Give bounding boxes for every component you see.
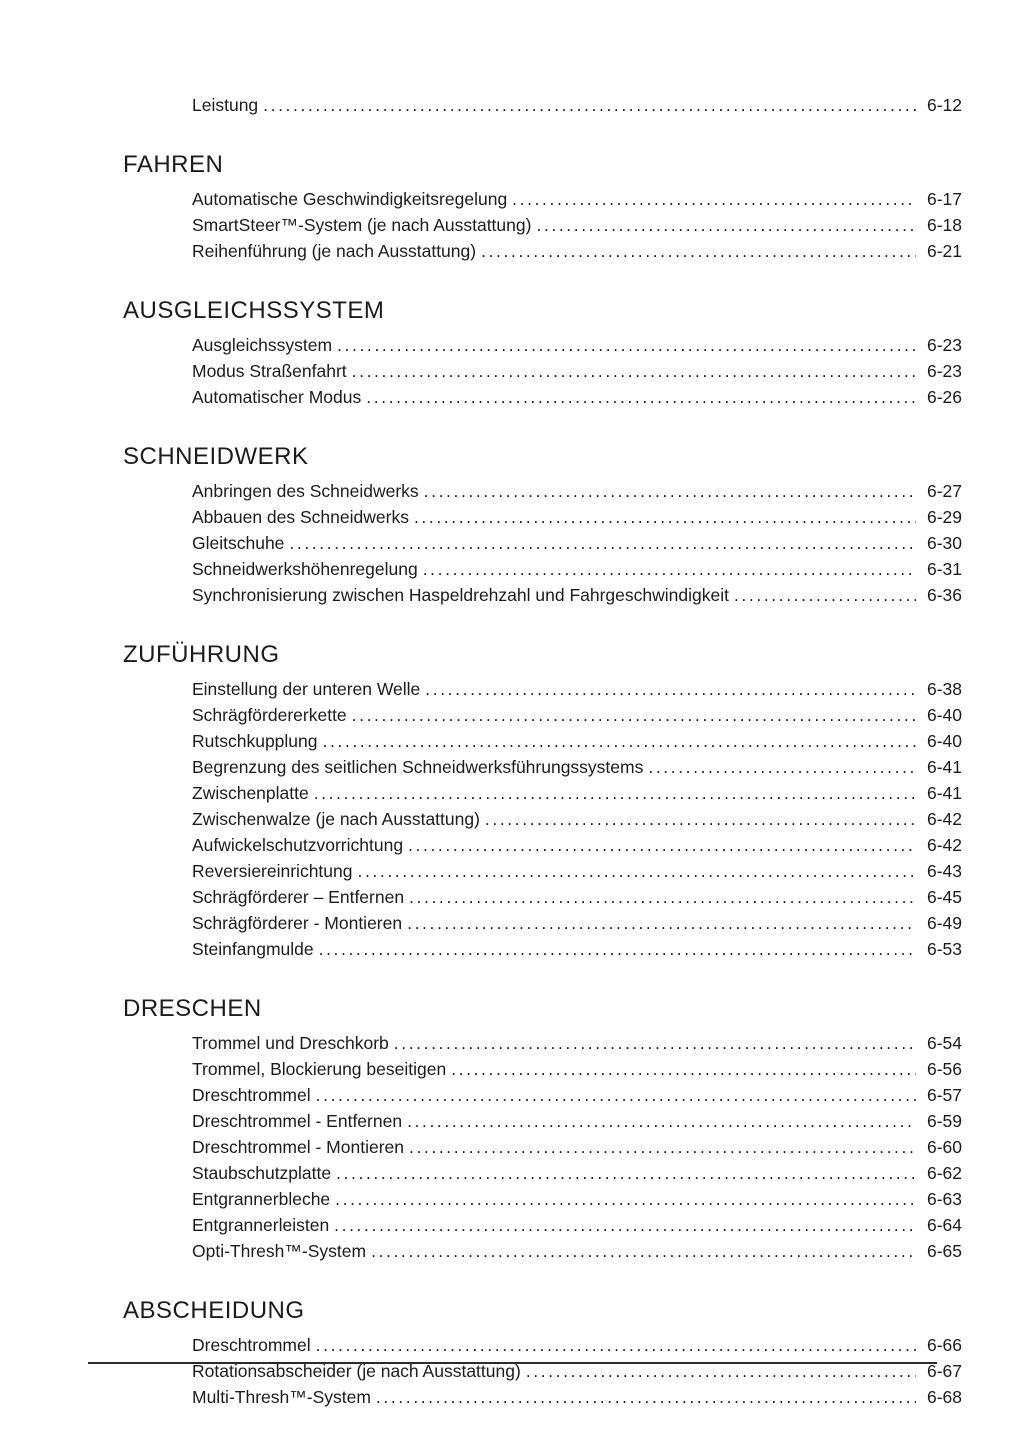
toc-entry — [123, 582, 962, 608]
toc-entry — [123, 1332, 962, 1358]
section-heading: SCHNEIDWERK — [123, 443, 309, 470]
toc-entry — [123, 1108, 962, 1134]
leader-dots — [407, 910, 916, 936]
leader-dots — [536, 212, 916, 238]
toc-entry-label: Zwischenwalze (je nach Ausstattung) — [192, 809, 480, 829]
toc-entry — [123, 1238, 962, 1264]
toc-entry-label: Ausgleichssystem — [192, 335, 333, 355]
toc-entry-page-number: 6-62 — [926, 1163, 962, 1183]
toc-entry-page-number: 6-65 — [926, 1241, 962, 1261]
toc-entry-page-number: 6-12 — [926, 95, 962, 115]
toc-entry-page-number: 6-66 — [926, 1335, 962, 1355]
toc-entry — [123, 1030, 962, 1056]
toc-entry — [123, 1384, 962, 1410]
toc-entry-page-number: 6-26 — [926, 387, 962, 407]
toc-entry — [123, 504, 962, 530]
toc-entry — [123, 702, 962, 728]
toc-entry-label: Trommel und Dreschkorb — [192, 1033, 389, 1053]
leader-dots — [337, 332, 916, 358]
toc-entry-label: Entgrannerleisten — [192, 1215, 330, 1235]
toc-entry-label: Automatischer Modus — [192, 387, 362, 407]
toc-entry-page-number: 6-31 — [926, 559, 962, 579]
toc-entry — [123, 92, 962, 118]
leader-dots — [409, 884, 916, 910]
leader-dots — [314, 780, 916, 806]
toc-entry-page-number: 6-38 — [926, 679, 962, 699]
toc-entry-page-number: 6-67 — [926, 1361, 962, 1381]
toc-entry-page-number: 6-57 — [926, 1085, 962, 1105]
section-heading: ZUFÜHRUNG — [123, 641, 280, 668]
toc-entry-label: Dreschtrommel - Entfernen — [192, 1111, 403, 1131]
toc-entry-page-number: 6-53 — [926, 939, 962, 959]
toc-entry — [123, 910, 962, 936]
toc-entry-label: Opti-Thresh™-System — [192, 1241, 367, 1261]
toc-entry-label: Leistung — [192, 95, 259, 115]
toc-entry — [123, 556, 962, 582]
leader-dots — [352, 702, 916, 728]
leader-dots — [409, 1134, 916, 1160]
leader-dots — [424, 478, 916, 504]
toc-entry — [123, 832, 962, 858]
leader-dots — [408, 832, 916, 858]
toc-entry-label: Zwischenplatte — [192, 783, 309, 803]
toc-entry-page-number: 6-64 — [926, 1215, 962, 1235]
toc-entry-page-number: 6-29 — [926, 507, 962, 527]
toc-entry-label: Modus Straßenfahrt — [192, 361, 347, 381]
toc — [123, 92, 962, 1410]
leader-dots — [648, 754, 916, 780]
toc-entry-page-number: 6-49 — [926, 913, 962, 933]
toc-entry-label: Dreschtrommel - Montieren — [192, 1137, 404, 1157]
toc-entry-page-number: 6-23 — [926, 361, 962, 381]
toc-entry-label: Anbringen des Schneidwerks — [192, 481, 419, 501]
toc-section — [123, 1297, 962, 1410]
toc-entry-page-number: 6-42 — [926, 835, 962, 855]
toc-entry-label: Schrägförderer – Entfernen — [192, 887, 405, 907]
toc-entry-label: Trommel, Blockierung beseitigen — [192, 1059, 447, 1079]
toc-entry-page-number: 6-68 — [926, 1387, 962, 1407]
toc-entry — [123, 780, 962, 806]
toc-entry — [123, 212, 962, 238]
leader-dots — [407, 1108, 916, 1134]
toc-entry — [123, 1160, 962, 1186]
toc-entry-page-number: 6-43 — [926, 861, 962, 881]
toc-entry — [123, 186, 962, 212]
footer-divider — [88, 1362, 937, 1364]
section-heading: ABSCHEIDUNG — [123, 1297, 305, 1324]
toc-entry — [123, 1082, 962, 1108]
leader-dots — [366, 384, 916, 410]
toc-entry-page-number: 6-30 — [926, 533, 962, 553]
toc-entry-page-number: 6-63 — [926, 1189, 962, 1209]
leader-dots — [358, 858, 917, 884]
toc-entry-label: Staubschutzplatte — [192, 1163, 332, 1183]
toc-entry-label: Schrägfördererkette — [192, 705, 347, 725]
toc-entry-page-number: 6-36 — [926, 585, 962, 605]
toc-entry — [123, 238, 962, 264]
toc-entry-label: Rotationsabscheider (je nach Ausstattung) — [192, 1361, 521, 1381]
leader-dots — [425, 676, 916, 702]
toc-entry-label: Rutschkupplung — [192, 731, 318, 751]
leader-dots — [289, 530, 916, 556]
toc-entry-label: Einstellung der unteren Welle — [192, 679, 421, 699]
toc-section — [123, 995, 962, 1264]
toc-entry-page-number: 6-40 — [926, 731, 962, 751]
toc-entry-page-number: 6-41 — [926, 783, 962, 803]
toc-entry-label: Gleitschuhe — [192, 533, 285, 553]
section-heading: AUSGLEICHSSYSTEM — [123, 297, 385, 324]
leader-dots — [334, 1212, 916, 1238]
toc-entry-label: Synchronisierung zwischen Haspeldrehzahl und Fahrgeschwindigkeit — [192, 585, 729, 605]
leader-dots — [371, 1238, 916, 1264]
toc-entry — [123, 858, 962, 884]
toc-entry-label: Automatische Geschwindigkeitsregelung — [192, 189, 508, 209]
toc-entry — [123, 676, 962, 702]
leader-dots — [336, 1160, 916, 1186]
toc-entry — [123, 728, 962, 754]
toc-entry-page-number: 6-42 — [926, 809, 962, 829]
toc-entry-label: Begrenzung des seitlichen Schneidwerksführungssystems — [192, 757, 644, 777]
toc-entry-page-number: 6-60 — [926, 1137, 962, 1157]
leader-dots — [394, 1030, 916, 1056]
toc-entry-label: Abbauen des Schneidwerks — [192, 507, 409, 527]
toc-entry-page-number: 6-59 — [926, 1111, 962, 1131]
toc-entry-page-number: 6-56 — [926, 1059, 962, 1079]
leader-dots — [451, 1056, 916, 1082]
toc-entry-page-number: 6-41 — [926, 757, 962, 777]
toc-entry-page-number: 6-18 — [926, 215, 962, 235]
toc-entry-label: SmartSteer™-System (je nach Ausstattung) — [192, 215, 532, 235]
toc-entry-label: Aufwickelschutzvorrichtung — [192, 835, 404, 855]
leader-dots — [485, 806, 916, 832]
toc-entry-page-number: 6-40 — [926, 705, 962, 725]
leader-dots — [316, 1082, 916, 1108]
leader-dots — [414, 504, 916, 530]
leader-dots — [319, 936, 916, 962]
toc-entry — [123, 1134, 962, 1160]
toc-entry — [123, 884, 962, 910]
leader-dots — [263, 92, 916, 118]
leader-dots — [423, 556, 916, 582]
section-heading: FAHREN — [123, 151, 224, 178]
toc-entry — [123, 384, 962, 410]
toc-section — [123, 297, 962, 410]
leader-dots — [335, 1186, 916, 1212]
toc-entry-page-number: 6-54 — [926, 1033, 962, 1053]
leader-dots — [323, 728, 917, 754]
toc-section — [123, 641, 962, 962]
toc-entry — [123, 1186, 962, 1212]
section-heading: DRESCHEN — [123, 995, 262, 1022]
toc-entry — [123, 478, 962, 504]
leader-dots — [481, 238, 916, 264]
toc-entry — [123, 1212, 962, 1238]
toc-entry-page-number: 6-21 — [926, 241, 962, 261]
toc-entry — [123, 332, 962, 358]
toc-entry-label: Reversiereinrichtung — [192, 861, 353, 881]
toc-entry-page-number: 6-23 — [926, 335, 962, 355]
leader-dots — [316, 1332, 916, 1358]
toc-entry-label: Schneidwerkshöhenregelung — [192, 559, 418, 579]
toc-entry-label: Dreschtrommel — [192, 1085, 311, 1105]
toc-entry — [123, 936, 962, 962]
toc-entry-label: Entgrannerbleche — [192, 1189, 331, 1209]
toc-entry-label: Dreschtrommel — [192, 1335, 311, 1355]
toc-entry-label: Reihenführung (je nach Ausstattung) — [192, 241, 477, 261]
leader-dots — [512, 186, 916, 212]
toc-entry — [123, 806, 962, 832]
toc-section — [123, 151, 962, 264]
toc-entry-page-number: 6-27 — [926, 481, 962, 501]
toc-entry — [123, 754, 962, 780]
leader-dots — [376, 1384, 916, 1410]
toc-entry — [123, 358, 962, 384]
toc-entry-label: Multi-Thresh™-System — [192, 1387, 371, 1407]
toc-entry-label: Steinfangmulde — [192, 939, 314, 959]
toc-entry-page-number: 6-17 — [926, 189, 962, 209]
leader-dots — [352, 358, 916, 384]
toc-entry-page-number: 6-45 — [926, 887, 962, 907]
toc-entry — [123, 1056, 962, 1082]
toc-entry — [123, 530, 962, 556]
toc-section — [123, 443, 962, 608]
leader-dots — [734, 582, 916, 608]
toc-entry-label: Schrägförderer - Montieren — [192, 913, 403, 933]
